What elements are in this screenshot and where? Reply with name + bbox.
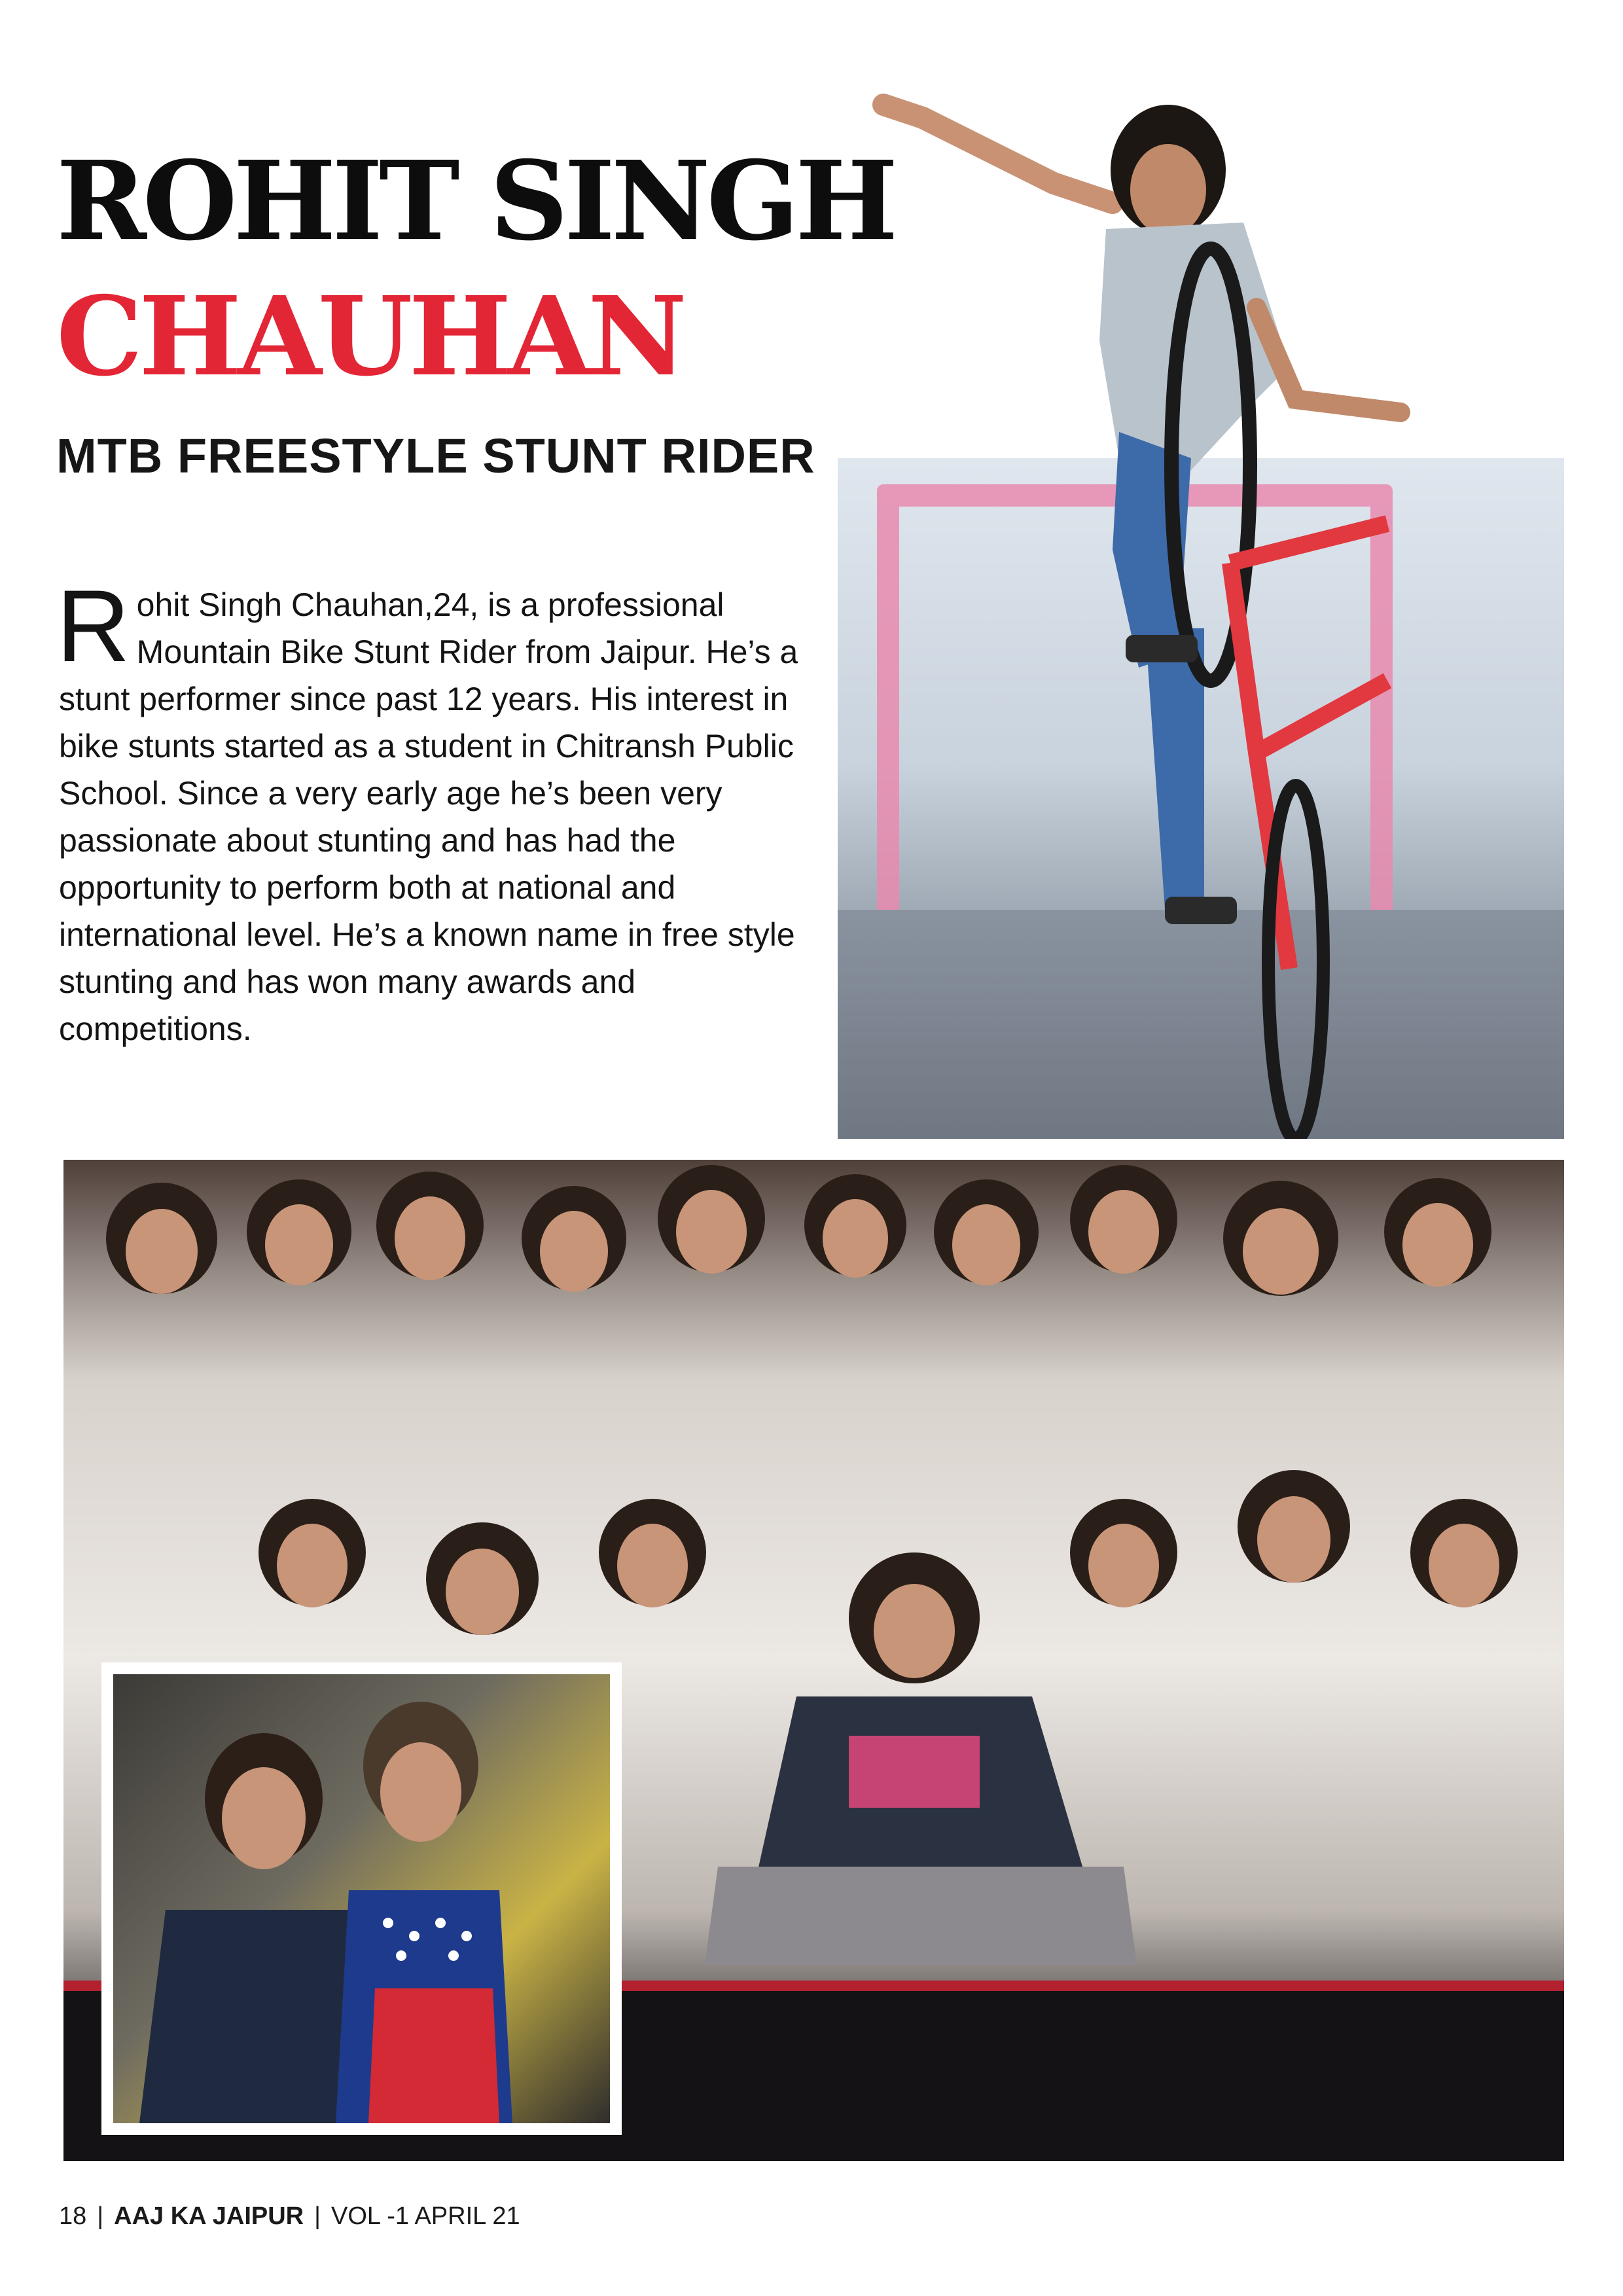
drop-cap: R: [56, 569, 130, 683]
inset-photo-image: [113, 1674, 610, 2123]
inset-photo: [101, 1662, 622, 2135]
article-body: [56, 569, 818, 1052]
article-body-text: ohit Singh Chauhan,24, is a professional Mountain Bike Stunt Rider from Jaipur. He’s a stunt performer since past 12 years. His interest in bike stunts started as a student in Chitransh Public School. Since a very early age he’s been very passionate about stunting and has had the opportunity to perform both at national and international level. He’s a known name in free style stunting and has won many awards and competitions.: [59, 586, 798, 1047]
inset-figures: [113, 1674, 610, 2123]
title-line-2: CHAUHAN: [56, 273, 683, 401]
publication-name: AAJ KA JAIPUR: [114, 2202, 304, 2230]
page-number: 18: [59, 2202, 87, 2230]
issue-info: VOL -1 APRIL 21: [331, 2202, 520, 2230]
stunt-rider-photo: [838, 92, 1564, 1139]
footer-separator-2: |: [314, 2202, 321, 2230]
title-line-1: ROHIT SINGH: [56, 137, 895, 265]
page-footer: [59, 2200, 520, 2232]
rider-figure: [838, 92, 1564, 1139]
footer-separator: |: [97, 2202, 104, 2230]
subtitle: MTB FREESTYLE STUNT RIDER: [56, 429, 815, 483]
